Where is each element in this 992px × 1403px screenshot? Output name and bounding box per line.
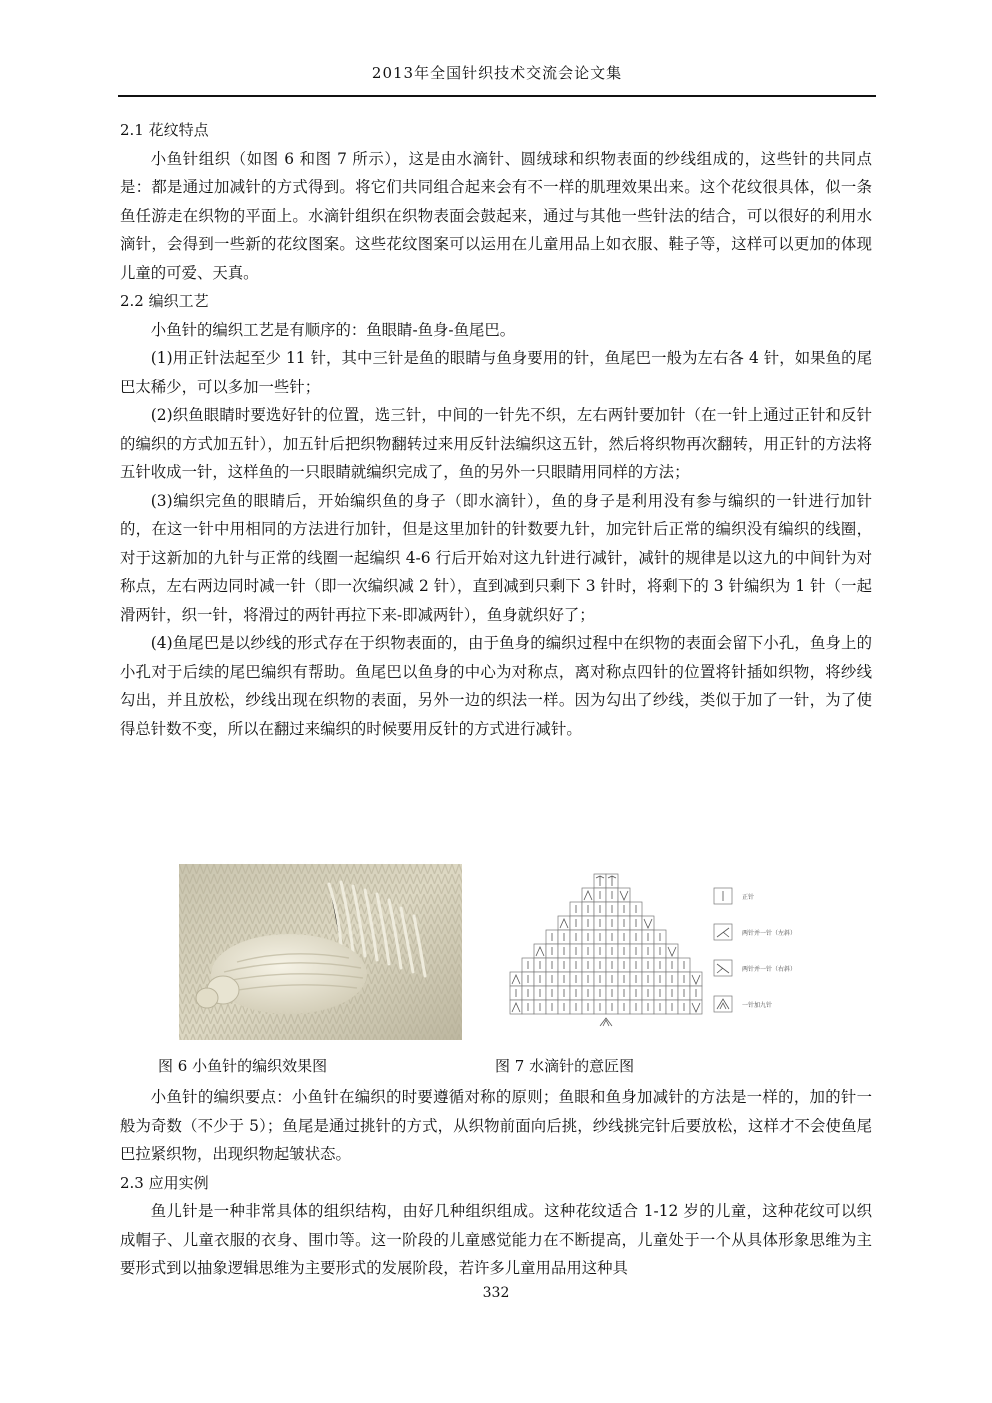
paragraph-step-1: (1)用正针法起至少 11 针，其中三针是鱼的眼睛与鱼身要用的针，鱼尾巴一般为左右各 4 针，如果鱼的尾巴太稀少，可以多加一些针；	[120, 349, 872, 396]
legend-label: 正针	[742, 894, 755, 901]
section-heading-2-1: 2.1 花纹特点	[120, 121, 209, 139]
legend-label: 一针加九针	[742, 1002, 773, 1009]
running-title: 2013年全国针织技术交流会论文集	[371, 64, 623, 82]
paragraph-key-points: 小鱼针的编织要点：小鱼针在编织的时要遵循对称的原则；鱼眼和鱼身加减针的方法是一样的，加的针一般为奇数（不少于 5）；鱼尾是通过挑针的方式，从织物前面向后挑，纱线挑完针后要放松，这样才不会使鱼尾巴拉紧织物，出现织物起皱状态。	[120, 1088, 872, 1163]
body-text-upper	[120, 116, 872, 743]
paragraph-step-4: (4)鱼尾巴是以纱线的形式存在于织物表面的，由于鱼身的编织过程中在织物的表面会留下小孔，鱼身上的小孔对于后续的尾巴编织有帮助。鱼尾巴以鱼身的中心为对称点，离对称点四针的位置将针插如织物，将纱线勾出，并且放松，纱线出现在织物的表面，另外一边的织法一样。因为勾出了纱线，类似于加了一针，为了使得总针数不变，所以在翻过来编织的时候要用反针的方式进行减针。	[120, 634, 872, 738]
figure-6-caption: 图 6 小鱼针的编织效果图	[158, 1057, 328, 1075]
section-heading-2-3: 2.3 应用实例	[120, 1173, 209, 1192]
figure-7-caption: 图 7 水滴针的意匠图	[495, 1057, 635, 1075]
figure-6-knit-photo	[179, 864, 462, 1040]
paragraph-application: 鱼儿针是一种非常具体的组织结构，由好几种组织组成。这种花纹适合 1-12 岁的儿童，这种花纹可以织成帽子、儿童衣服的衣身、围巾等。这一阶段的儿童感觉能力在不断提高，儿童处于一个从具体形象思维为主要形式到以抽象逻辑思维为主要形式的发展阶段，若许多儿童用品用这种具	[120, 1202, 872, 1277]
knitting-chart-svg	[482, 864, 872, 1040]
section-heading-2-2: 2.2 编织工艺	[120, 292, 209, 310]
legend-label: 两针并一针（右斜）	[742, 966, 797, 973]
paragraph-process-intro: 小鱼针的编织工艺是有顺序的：鱼眼睛-鱼身-鱼尾巴。	[150, 320, 516, 339]
page-number: 332	[482, 1285, 510, 1301]
header-rule	[118, 95, 876, 97]
paragraph-pattern-features: 小鱼针组织（如图 6 和图 7 所示），这是由水滴针、圆绒球和织物表面的纱线组成的，这些针的共同点是：都是通过加减针的方式得到。将它们共同组合起来会有不一样的肌理效果出来。这个花纹很具体，似一条鱼任游走在织物的平面上。水滴针组织在织物表面会鼓起来，通过与其他一些针法的结合，可以很好的利用水滴针，会得到一些新的花纹图案。这些花纹图案可以运用在儿童用品上如衣服、鞋子等，这样可以更加的体现儿童的可爱、天真。	[120, 149, 872, 282]
figure-7-pattern-chart	[482, 864, 872, 1040]
body-text-lower	[120, 1083, 872, 1283]
paragraph-step-2: (2)织鱼眼睛时要选好针的位置，选三针，中间的一针先不织，左右两针要加针（在一针上通过正针和反针的编织的方式加五针），加五针后把织物翻转过来用反针法编织这五针，然后将织物再次翻转，用正针的方法将五针收成一针，这样鱼的一只眼睛就编织完成了，鱼的另外一只眼睛用同样的方法；	[120, 406, 872, 481]
paragraph-step-3: (3)编织完鱼的眼睛后，开始编织鱼的身子（即水滴针），鱼的身子是利用没有参与编织的一针进行加针的，在这一针中用相同的方法进行加针，但是这里加针的针数要九针，加完针后正常的编织没有编织的线圈，对于这新加的九针与正常的线圈一起编织 4-6 行后开始对这九针进行减针，减针的规律是以这九的中间针为对称点，左右两边同时减一针（即一次编织减 2 针），直到减到只剩下 3 针时，将剩下的 3 针编织为 1 针（一起滑两针，织一针，将滑过的两针再拉下来-即减两针），鱼身就织好了；	[120, 491, 872, 624]
legend-label: 两针并一针（左斜）	[742, 930, 797, 937]
knit-photo-illustration	[179, 864, 462, 1040]
increase-symbol-icon	[600, 1018, 612, 1026]
